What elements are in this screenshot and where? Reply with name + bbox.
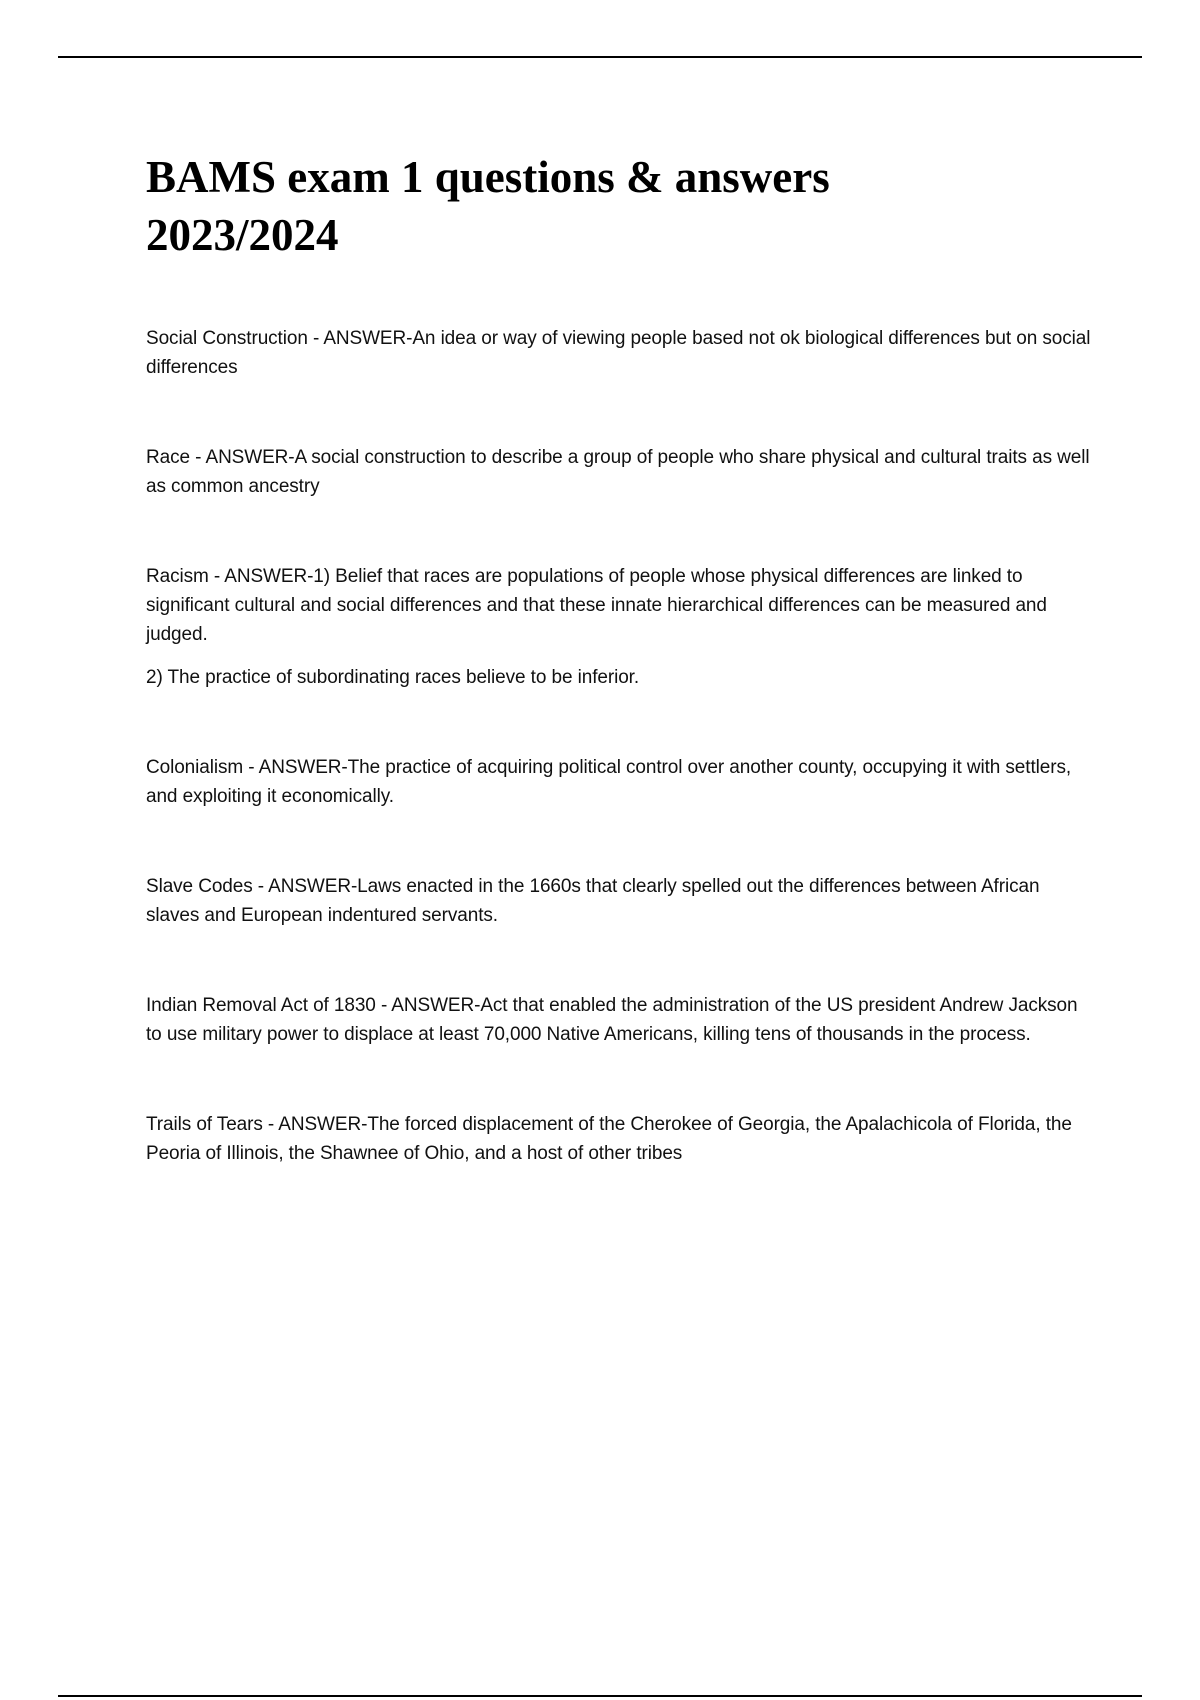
qa-colonialism xyxy=(146,753,1096,811)
qa-text: Race - ANSWER-A social construction to describe a group of people who share physical and cultural traits as well as common ancestry xyxy=(146,447,1090,497)
qa-trails-of-tears xyxy=(146,1110,1096,1168)
qa-list xyxy=(146,324,1096,1168)
qa-text: Colonialism - ANSWER-The practice of acquiring political control over another county, occupying it with settlers, and exploiting it economically. xyxy=(146,757,1072,807)
qa-text: Social Construction - ANSWER-An idea or way of viewing people based not ok biological differences but on social differences xyxy=(146,328,1091,378)
qa-text: Trails of Tears - ANSWER-The forced displacement of the Cherokee of Georgia, the Apalachicola of Florida, the Peoria of Illinois, the Shawnee of Ohio, and a host of other tribes xyxy=(146,1114,1072,1164)
title-line-2: 2023/2024 xyxy=(146,210,339,260)
qa-social-construction xyxy=(146,324,1096,382)
qa-text-continued: 2) The practice of subordinating races believe to be inferior. xyxy=(146,667,640,688)
top-rule xyxy=(58,56,1142,58)
qa-slave-codes xyxy=(146,872,1096,930)
qa-text: Racism - ANSWER-1) Belief that races are populations of people whose physical differences are linked to significant cultural and social differences and that these innate hierarchical differences can be measured and judged. xyxy=(146,566,1047,645)
title-line-1: BAMS exam 1 questions & answers xyxy=(146,152,830,202)
document-body xyxy=(146,148,1096,1229)
qa-text: Indian Removal Act of 1830 - ANSWER-Act that enabled the administration of the US president Andrew Jackson to use military power to displace at least 70,000 Native Americans, killing tens of thousands in the process. xyxy=(146,995,1078,1045)
qa-indian-removal-act xyxy=(146,991,1096,1049)
qa-racism xyxy=(146,562,1096,692)
document-title xyxy=(146,148,1096,264)
qa-race xyxy=(146,443,1096,501)
qa-text: Slave Codes - ANSWER-Laws enacted in the 1660s that clearly spelled out the differences between African slaves and European indentured servants. xyxy=(146,876,1040,926)
bottom-rule xyxy=(58,1695,1142,1697)
